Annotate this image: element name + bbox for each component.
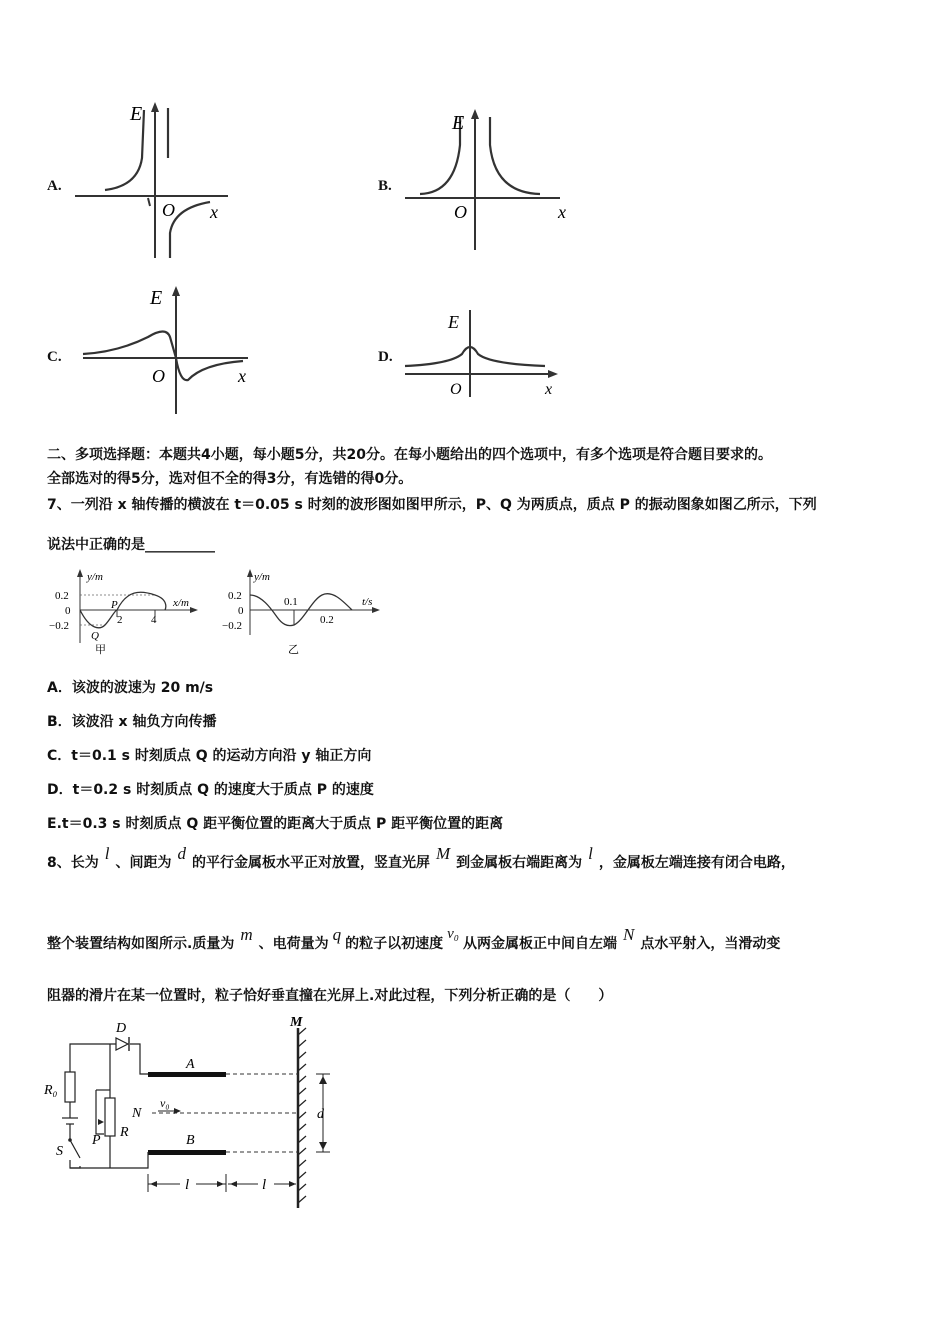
svg-text:R: R [120,1125,129,1140]
svg-text:O: O [152,366,165,386]
plate-b [148,1150,226,1155]
svg-text:2: 2 [117,614,123,626]
q8-line3: 阻器的滑片在某一位置时，粒子恰好垂直撞在光屏上.对此过程，下列分析正确的是（ ） [47,988,613,1004]
svg-text:x: x [545,381,553,398]
svg-text:B: B [186,1133,195,1148]
svg-text:N: N [132,1106,142,1121]
svg-text:0: 0 [65,605,71,617]
curve [405,347,545,366]
option-c-label[interactable]: C. [47,349,62,365]
svg-text:P: P [111,599,118,611]
svg-text:x: x [558,202,566,222]
svg-text:R₀: R₀ [44,1083,58,1098]
graph-b [400,105,580,255]
section2-line1: 二、多项选择题：本题共4小题，每小题5分，共20分。在每小题给出的四个选项中，有多个选项是符合题目要求的。 [47,447,772,463]
q7-stem-line1: 7、一列沿 x 轴传播的横波在 t＝0.05 s 时刻的波形图如图甲所示，P、Q 为两质点，质点 P 的振动图象如图乙所示，下列 [47,497,817,513]
svg-text:E: E [150,287,163,309]
diode [116,1038,128,1050]
graph-a [70,98,230,263]
label-o: O [162,200,175,220]
svg-text:0.2: 0.2 [228,590,242,602]
svg-text:M: M [290,1015,303,1030]
q7-option-d[interactable]: D．t＝0.2 s 时刻质点 Q 的速度大于质点 P 的速度 [47,782,374,798]
svg-text:S: S [56,1144,63,1159]
circuit-diagram [40,1010,350,1215]
svg-text:v₀: v₀ [160,1096,170,1110]
svg-text:E: E [448,312,459,332]
label-e: E [130,103,143,125]
option-b-label[interactable]: B. [378,178,392,194]
curve-right [490,117,540,194]
label-x: x [210,202,218,222]
svg-text:d: d [317,1107,324,1122]
curve-right-lower [170,202,210,258]
graph-d [400,302,565,402]
graph-c [78,282,258,422]
q7-option-c[interactable]: C．t＝0.1 s 时刻质点 Q 的运动方向沿 y 轴正方向 [47,748,372,764]
svg-text:y/m: y/m [254,571,270,583]
svg-text:l: l [185,1177,190,1193]
svg-text:O: O [450,381,462,398]
option-a-label[interactable]: A. [47,178,62,194]
q7-option-e[interactable]: E.t＝0.3 s 时刻质点 Q 距平衡位置的距离大于质点 P 距平衡位置的距离 [47,816,504,832]
option-d-label[interactable]: D. [378,349,393,365]
svg-text:A: A [186,1057,195,1072]
rheostat-r [105,1098,115,1136]
wave-figure-jia [45,565,205,660]
wave-figure-yi [222,565,387,660]
svg-text:P: P [92,1133,101,1148]
svg-text:x: x [238,366,246,386]
q8-line2: 整个装置结构如图所示.质量为 m 、电荷量为 q 的粒子以初速度v₀从两金属板正中间自左端 N 点水平射入，当滑动变 [47,925,781,952]
svg-text:0: 0 [238,605,244,617]
svg-text:0.1: 0.1 [284,596,298,608]
svg-text:t/s: t/s [362,596,373,608]
svg-text:D: D [116,1021,127,1036]
svg-text:y/m: y/m [87,571,103,583]
svg-text:甲: 甲 [95,644,106,656]
svg-text:l: l [262,1177,267,1193]
svg-text:E: E [452,112,465,134]
svg-text:乙: 乙 [288,644,299,656]
svg-text:0.2: 0.2 [55,590,69,602]
section2-line2: 全部选对的得5分，选对但不全的得3分，有选错的得0分。 [47,471,413,487]
svg-text:Q: Q [91,630,99,642]
svg-text:4: 4 [151,614,157,626]
svg-text:−0.2: −0.2 [49,620,69,632]
svg-text:−0.2: −0.2 [222,620,242,632]
resistor-r0 [65,1072,75,1102]
plate-a [148,1072,226,1077]
svg-text:O: O [454,202,467,222]
svg-text:0.2: 0.2 [320,614,334,626]
q8-line1: 8、长为 l 、间距为 d 的平行金属板水平正对放置，竖直光屏 M 到金属板右端距离为 l ，金属板左端连接有闭合电路， [47,844,795,871]
q7-option-b[interactable]: B．该波沿 x 轴负方向传播 [47,714,217,730]
svg-text:x/m: x/m [173,597,189,609]
q7-stem-line2: 说法中正确的是__________ [47,537,215,553]
q7-option-a[interactable]: A．该波的波速为 20 m/s [47,680,214,696]
